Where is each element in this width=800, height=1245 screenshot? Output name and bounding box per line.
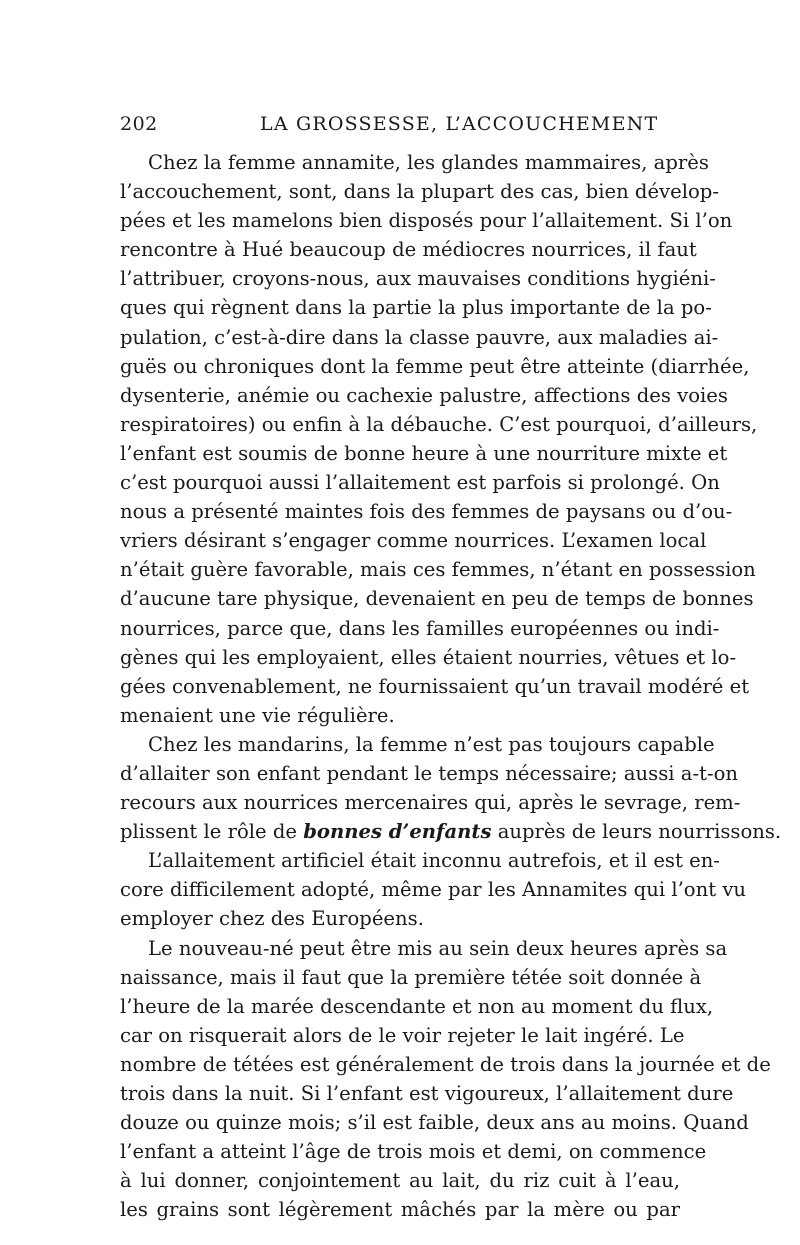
text-line: ques qui règnent dans la partie la plus importante de la po- <box>120 296 712 320</box>
text-line: nombre de tétées est généralement de trois dans la journée et de <box>120 1052 771 1076</box>
paragraph <box>120 934 771 1225</box>
text-line: l’enfant a atteint l’âge de trois mois et demi, on commence <box>120 1140 707 1164</box>
text-line: pulation, c’est-à-dire dans la classe pauvre, aux maladies ai- <box>120 325 719 349</box>
text-line: L’allaitement artificiel était inconnu autrefois, et il est en- <box>148 849 720 873</box>
text-line: c’est pourquoi aussi l’allaitement est parfois si prolongé. On <box>120 471 720 495</box>
text-line: nourrices, parce que, dans les familles européennes ou indi- <box>120 616 720 640</box>
text-line: à lui donner, conjointement au lait, du riz cuit à l’eau, <box>120 1169 680 1193</box>
emphasized-term: bonnes d’enfants <box>303 820 492 844</box>
text-line: gènes qui les employaient, elles étaient nourries, vêtues et lo- <box>120 645 737 669</box>
text-line: l’attribuer, croyons-nous, aux mauvaises conditions hygiéni- <box>120 267 716 291</box>
text-line: d’allaiter son enfant pendant le temps nécessaire; aussi a-t-on <box>120 761 738 785</box>
text-line: l’accouchement, sont, dans la plupart des cas, bien dévelop- <box>120 180 719 204</box>
text-line: nous a présenté maintes fois des femmes de paysans ou d’ou- <box>120 500 733 524</box>
text-line: gées convenablement, ne fournissaient qu’un travail modéré et <box>120 674 750 698</box>
text-line: douze ou quinze mois; s’il est faible, deux ans au moins. Quand <box>120 1111 749 1135</box>
text-run: auprès de leurs nourrissons. <box>491 820 782 844</box>
text-run: plissent le rôle de <box>120 820 304 844</box>
text-line: trois dans la nuit. Si l’enfant est vigoureux, l’allaitement dure <box>120 1082 734 1105</box>
text-line: les grains sont légèrement mâchés par la mère ou par <box>120 1198 680 1222</box>
text-line: pées et les mamelons bien disposés pour l’allaitement. Si l’on <box>120 209 733 233</box>
text-line-with-emphasis <box>120 817 782 846</box>
text-line: dysenterie, anémie ou cachexie palustre, affections des voies <box>120 383 728 407</box>
text-line: Le nouveau-né peut être mis au sein deux heures après sa <box>148 936 728 960</box>
running-title: LA GROSSESSE, L’ACCOUCHEMENT <box>260 113 659 135</box>
body-text <box>120 148 782 1224</box>
page-number: 202 <box>120 113 158 135</box>
text-line: n’était guère favorable, mais ces femmes, n’étant en possession <box>120 558 756 582</box>
text-line: car on risquerait alors de le voir rejeter le lait ingéré. Le <box>120 1023 685 1047</box>
text-line: guës ou chroniques dont la femme peut être atteinte (diarrhée, <box>120 354 750 378</box>
text-line: employer chez des Européens. <box>120 907 424 931</box>
text-line: core difficilement adopté, même par les Annamites qui l’ont vu <box>120 878 747 902</box>
text-line: menaient une vie régulière. <box>120 703 395 727</box>
text-line: rencontre à Hué beaucoup de médiocres nourrices, il faut <box>120 238 697 262</box>
text-line: Chez la femme annamite, les glandes mammaires, après <box>148 151 709 174</box>
text-line: d’aucune tare physique, devenaient en peu de temps de bonnes <box>120 587 754 611</box>
text-line: naissance, mais il faut que la première tétée soit donnée à <box>120 965 702 989</box>
text-line: recours aux nourrices mercenaires qui, après le sevrage, rem- <box>120 791 741 815</box>
text-line: respiratoires) ou enfin à la débauche. C’est pourquoi, d’ailleurs, <box>120 412 758 436</box>
text-line: vriers désirant s’engager comme nourrices. L’examen local <box>120 529 707 553</box>
paragraph <box>120 730 782 846</box>
text-line: l’enfant est soumis de bonne heure à une nourriture mixte et <box>120 441 728 465</box>
running-head <box>120 113 680 143</box>
paragraph <box>120 148 758 730</box>
paragraph <box>120 846 747 933</box>
text-line: l’heure de la marée descendante et non au moment du flux, <box>120 994 714 1018</box>
text-line: Chez les mandarins, la femme n’est pas toujours capable <box>148 732 715 756</box>
